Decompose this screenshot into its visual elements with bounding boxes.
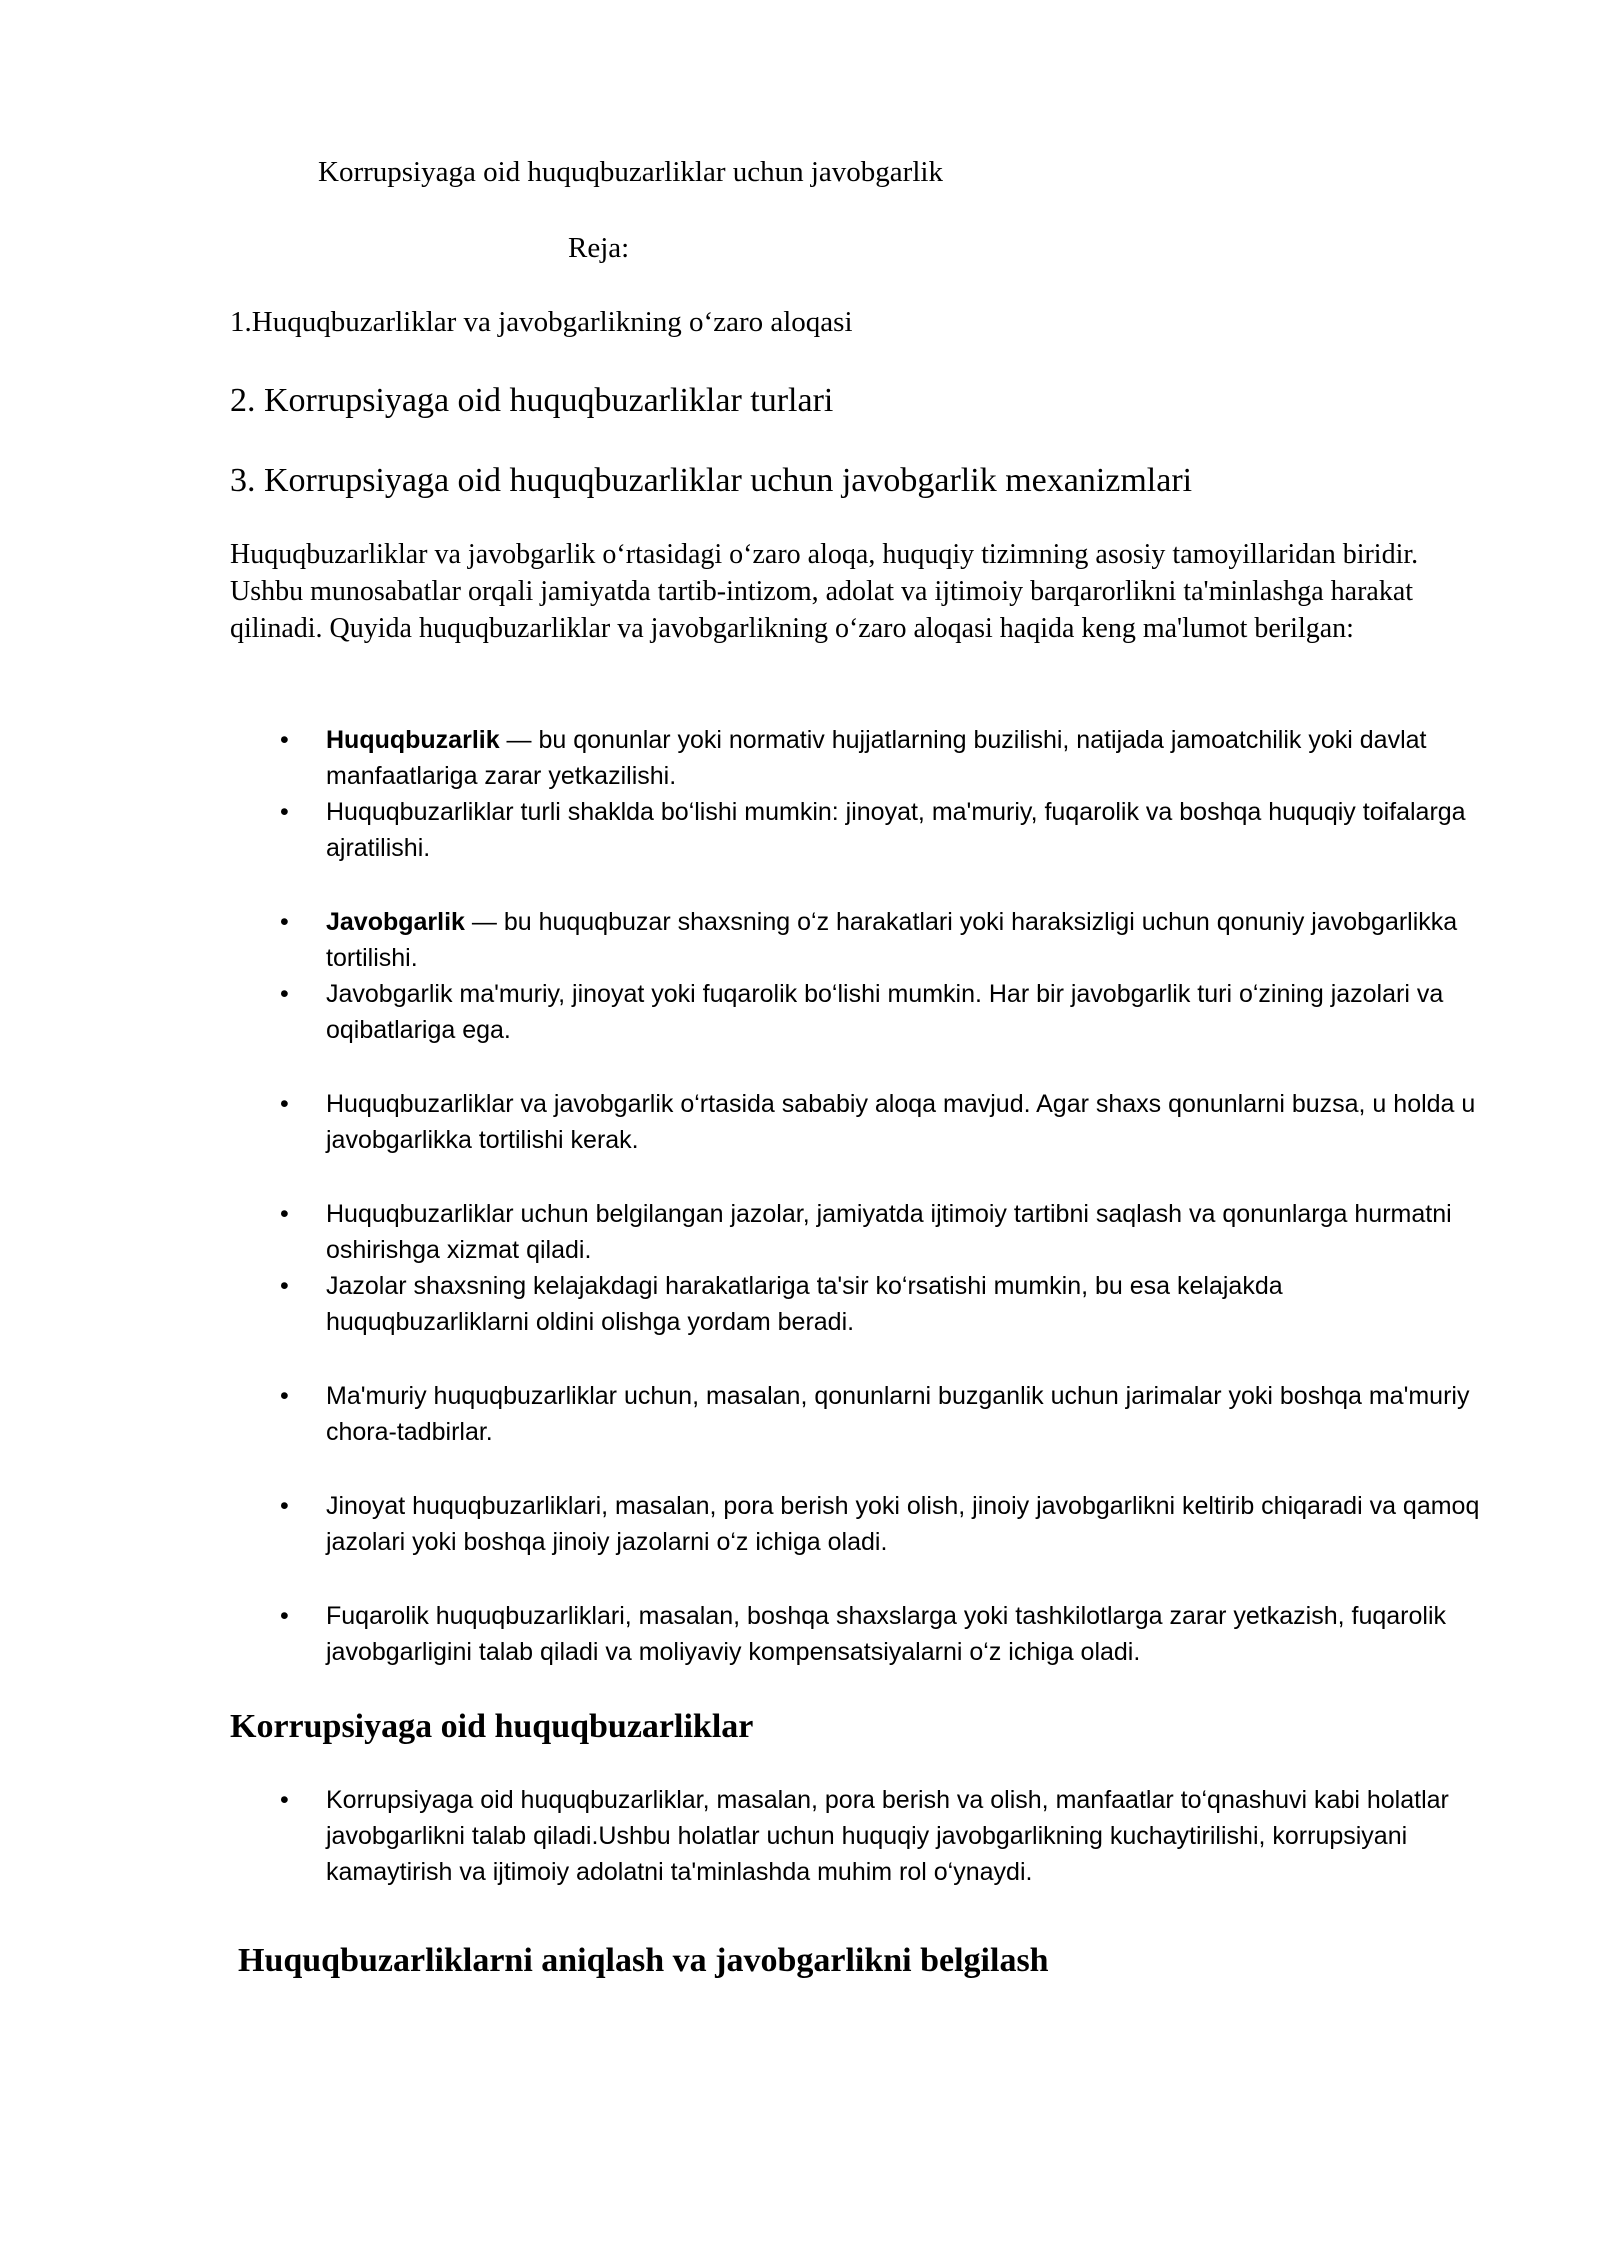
section-heading-corruption-offenses: Korrupsiyaga oid huquqbuzarliklar (230, 1708, 754, 1745)
list-item-text: Jazolar shaxsning kelajakdagi harakatlariga ta'sir ko‘rsatishi mumkin, bu esa kelajakda huquqbuzarliklarni oldini olishga yordam beradi. (326, 1272, 1283, 1336)
list-item-text: Huquqbuzarliklar va javobgarlik o‘rtasida sababiy aloqa mavjud. Agar shaxs qonunlarni buzsa, u holda u javobgarlikka tortilishi kerak. (326, 1090, 1476, 1154)
term-bold: Javobgarlik (326, 908, 465, 936)
list-item (270, 1598, 1490, 1670)
section-heading-identification: Huquqbuzarliklarni aniqlash va javobgarlikni belgilash (238, 1942, 1049, 1979)
bullet-icon: • (280, 726, 289, 754)
term-bold: Huquqbuzarlik (326, 726, 500, 754)
list-item (270, 1196, 1490, 1268)
plan-item-1: 1.Huquqbuzarliklar va javobgarlikning o‘zaro aloqasi (230, 306, 853, 338)
plan-item-2: 2. Korrupsiyaga oid huquqbuzarliklar turlari (230, 382, 834, 419)
bullet-icon: • (280, 1492, 289, 1520)
list-item (270, 1378, 1490, 1450)
bullet-list (270, 1086, 1490, 1158)
list-item-text: Javobgarlik ma'muriy, jinoyat yoki fuqarolik bo‘lishi mumkin. Har bir javobgarlik turi o‘zining jazolari va oqibatlariga ega. (326, 980, 1444, 1044)
plan-item-3: 3. Korrupsiyaga oid huquqbuzarliklar uchun javobgarlik mexanizmlari (230, 462, 1193, 499)
bullet-list (270, 1598, 1490, 1670)
bullet-list (270, 1488, 1490, 1560)
bullet-icon: • (280, 1382, 289, 1410)
list-item (270, 1782, 1490, 1890)
bullet-icon: • (280, 1090, 289, 1118)
bullet-icon: • (280, 1786, 289, 1814)
bullet-list (270, 1378, 1490, 1450)
list-item-text: Huquqbuzarliklar turli shaklda bo‘lishi mumkin: jinoyat, ma'muriy, fuqarolik va boshqa huquqiy toifalarga ajratilishi. (326, 798, 1466, 862)
bullet-icon: • (280, 1602, 289, 1630)
list-item (270, 1488, 1490, 1560)
list-item-text: Huquqbuzarliklar uchun belgilangan jazolar, jamiyatda ijtimoiy tartibni saqlash va qonunlarga hurmatni oshirishga xizmat qiladi. (326, 1200, 1452, 1264)
bullet-icon: • (280, 1200, 289, 1228)
bullet-list (270, 722, 1490, 866)
list-item (270, 976, 1490, 1048)
list-item (270, 1268, 1490, 1340)
list-item-text: Jinoyat huquqbuzarliklari, masalan, pora berish yoki olish, jinoiy javobgarlikni keltirib chiqaradi va qamoq jazolari yoki boshqa jinoiy jazolarni o‘z ichiga oladi. (326, 1492, 1480, 1556)
list-item-text: — bu qonunlar yoki normativ hujjatlarning buzilishi, natijada jamoatchilik yoki davlat manfaatlariga zarar yetkazilishi. (326, 726, 1427, 790)
bullet-list (270, 904, 1490, 1048)
intro-paragraph: Huquqbuzarliklar va javobgarlik o‘rtasidagi o‘zaro aloqa, huquqiy tizimning asosiy tamoyillaridan biridir. Ushbu munosabatlar orqali jamiyatda tartib-intizom, adolat va ijtimoiy barqarorlikni ta'minlashga harakat qilinadi. Quyida huquqbuzarliklar va javobgarlikning o‘zaro aloqasi haqida keng ma'lumot berilgan: (230, 539, 1419, 644)
document-title: Korrupsiyaga oid huquqbuzarliklar uchun javobgarlik (318, 156, 943, 188)
list-item (270, 1086, 1490, 1158)
list-item-text: Ma'muriy huquqbuzarliklar uchun, masalan, qonunlarni buzganlik uchun jarimalar yoki boshqa ma'muriy chora-tadbirlar. (326, 1382, 1470, 1446)
list-item (270, 904, 1490, 976)
bullet-list (270, 1196, 1490, 1340)
list-item-text: Korrupsiyaga oid huquqbuzarliklar, masalan, pora berish va olish, manfaatlar to‘qnashuvi kabi holatlar javobgarlikni talab qiladi.Ushbu holatlar uchun huquqiy javobgarlikning kuchaytirilishi, korrupsiyani kamaytirish va ijtimoiy adolatni ta'minlashda muhim rol o‘ynaydi. (326, 1786, 1449, 1886)
plan-heading: Reja: (568, 232, 630, 264)
list-item (270, 722, 1490, 794)
bullet-icon: • (280, 798, 289, 826)
list-item (270, 794, 1490, 866)
bullet-icon: • (280, 1272, 289, 1300)
bullet-icon: • (280, 908, 289, 936)
list-item-text: — bu huquqbuzar shaxsning o‘z harakatlari yoki haraksizligi uchun qonuniy javobgarlikka tortilishi. (326, 908, 1458, 972)
list-item-text: Fuqarolik huquqbuzarliklari, masalan, boshqa shaxslarga yoki tashkilotlarga zarar yetkazish, fuqarolik javobgarligini talab qiladi va moliyaviy kompensatsiyalarni o‘z ichiga oladi. (326, 1602, 1447, 1666)
bullet-icon: • (280, 980, 289, 1008)
bullet-list (270, 1782, 1490, 1890)
